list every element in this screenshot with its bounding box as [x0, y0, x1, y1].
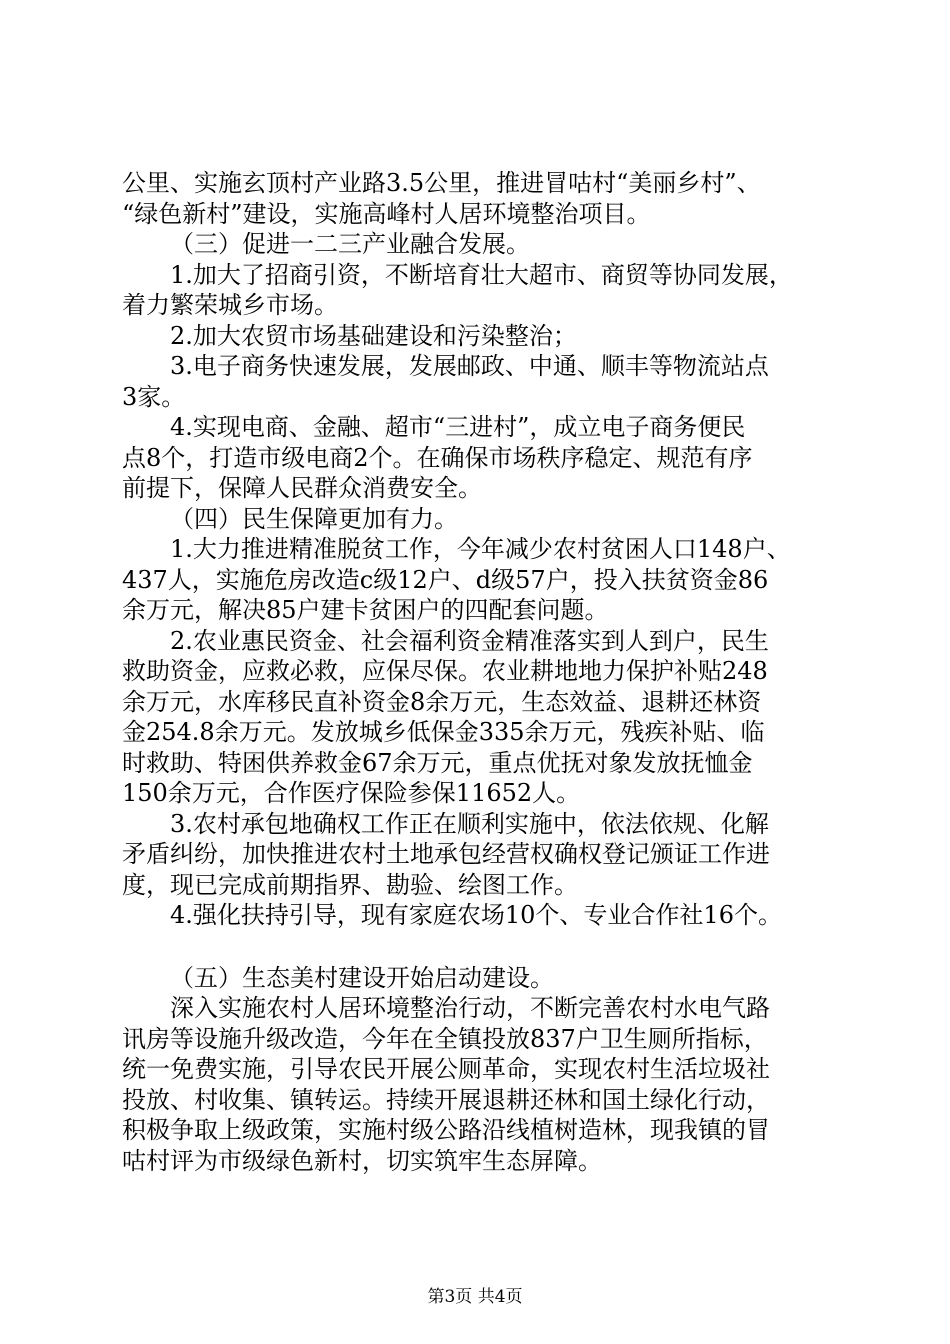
text-line: 着力繁荣城乡市场。 [122, 291, 338, 319]
text-line: 度，现已完成前期指界、勘验、绘图工作。 [122, 870, 578, 899]
text-line: 3.电子商务快速发展，发展邮政、中通、顺丰等物流站点 [170, 352, 769, 380]
page-footer: 第3页 共4页 [427, 1287, 523, 1307]
text-line: 150余万元，合作医疗保险参保11652人。 [122, 779, 581, 807]
text-line: 点8个，打造市级电商2个。在确保市场秩序稳定、规范有序 [122, 443, 753, 472]
text-line: 2.农业惠民资金、社会福利资金精准落实到人到户，民生 [170, 626, 769, 655]
text-line: 深入实施农村人居环境整治行动，不断完善农村水电气路 [170, 994, 770, 1022]
text-line: 投放、村收集、镇转运。持续开展退耕还林和国土绿化行动， [122, 1085, 770, 1114]
text-line: 余万元，水库移民直补资金8余万元，生态效益、退耕还林资 [122, 687, 762, 716]
text-line: 1.加大了招商引资，不断培育壮大超市、商贸等协同发展， [170, 260, 793, 289]
text-line: 救助资金，应救必救，应保尽保。农业耕地地力保护补贴248 [122, 657, 768, 685]
text-line: 3.农村承包地确权工作正在顺利实施中，依法依规、化解 [170, 809, 769, 838]
text-line: 3家。 [122, 382, 186, 411]
text-line: 讯房等设施升级改造，今年在全镇投放837户卫生厕所指标， [122, 1024, 768, 1053]
text-line: 1.大力推进精准脱贫工作，今年减少农村贫困人口148户、 [170, 535, 791, 563]
text-line: 公里、实施玄顶村产业路3.5公里，推进冒咕村“美丽乡村”、 [122, 169, 761, 197]
text-line: 2.加大农贸市场基础建设和污染整治； [170, 321, 577, 350]
section-heading: （五）生态美村建设开始启动建设。 [170, 963, 554, 992]
section-heading: （四）民生保障更加有力。 [170, 504, 458, 533]
text-line: “绿色新村”建设，实施高峰村人居环境整治项目。 [122, 199, 651, 228]
text-line: 时救助、特困供养救金67余万元，重点优抚对象发放抚恤金 [122, 748, 753, 777]
text-line: 前提下，保障人民群众消费安全。 [122, 474, 482, 502]
text-line: 咕村评为市级绿色新村，切实筑牢生态屏障。 [122, 1146, 602, 1175]
text-line: 余万元，解决85户建卡贫困户的四配套问题。 [122, 596, 609, 624]
section-heading: （三）促进一二三产业融合发展。 [170, 230, 530, 258]
text-line: 积极争取上级政策，实施村级公路沿线植树造林，现我镇的冒 [122, 1116, 770, 1144]
paragraph-gap [122, 931, 848, 963]
document-body [122, 168, 848, 1176]
text-line: 437人，实施危房改造c级12户、d级57户，投入扶贫资金86 [122, 565, 769, 594]
text-line: 矛盾纠纷，加快推进农村土地承包经营权确权登记颁证工作进 [122, 840, 770, 868]
text-line: 金254.8余万元。发放城乡低保金335余万元，残疾补贴、临 [122, 718, 765, 746]
text-line: 4.强化扶持引导，现有家庭农场10个、专业合作社16个。 [170, 901, 782, 929]
text-line: 4.实现电商、金融、超市“三进村”，成立电子商务便民 [170, 413, 746, 441]
text-line: 统一免费实施，引导农民开展公厕革命，实现农村生活垃圾社 [122, 1055, 770, 1083]
